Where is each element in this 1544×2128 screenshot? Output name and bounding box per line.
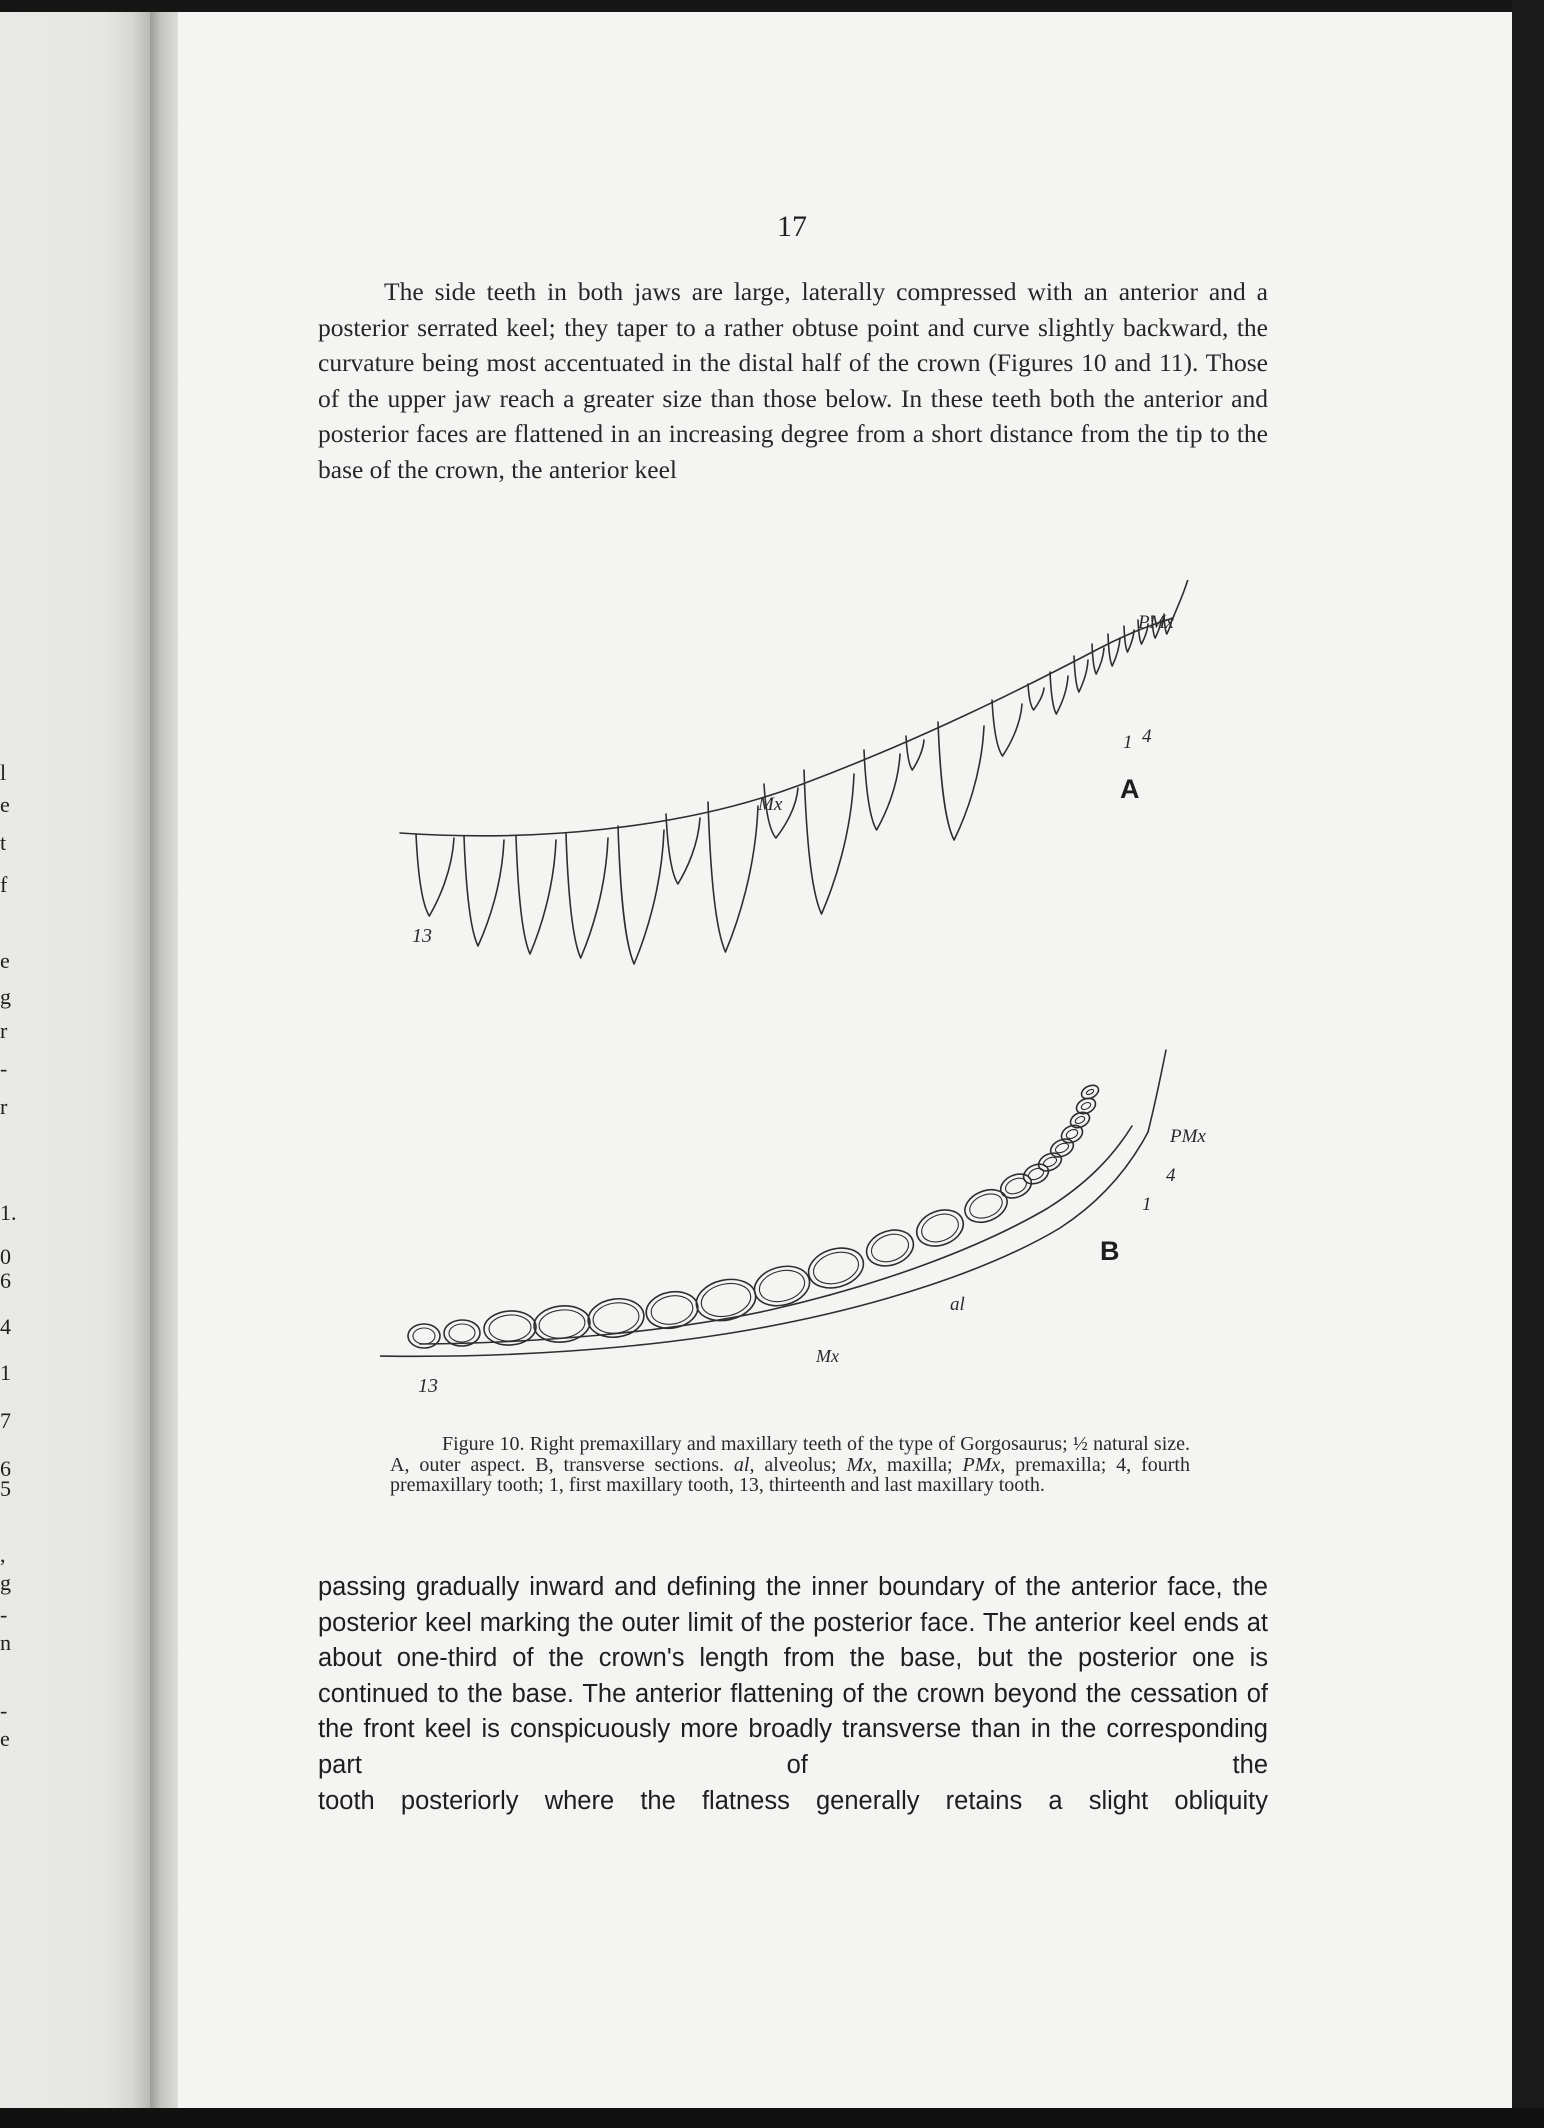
paragraph-2-text: passing gradually inward and defining the inner boundary of the anterior face, the posterior keel marking the outer limit of the posterior face. The anterior keel ends at about one-third of the crown's length from the base, but the posterior one is continued to the base. The anterior flattening of the crown beyond the cessation of the front keel is conspicuously more broadly transverse than in the corresponding part of the xyxy=(318,1573,1268,1779)
left-page-fragment: 7 xyxy=(0,1408,11,1433)
tooth-section-inner xyxy=(918,1209,963,1247)
tooth-section-inner xyxy=(966,1189,1006,1222)
figure-10-drawing xyxy=(380,580,1240,1440)
tooth-outline xyxy=(1028,684,1044,710)
panel-b-letter: B xyxy=(1100,1236,1120,1266)
tooth-section xyxy=(1036,1150,1065,1175)
left-page-fragment: t xyxy=(0,830,7,855)
panel-b-snout-edge xyxy=(1148,1050,1166,1132)
left-page-fragment: r xyxy=(0,1018,8,1043)
panel-a-letter: A xyxy=(1120,774,1140,804)
panel-a-13-label: 13 xyxy=(412,925,432,947)
left-page-fragment: r xyxy=(0,1094,8,1119)
tooth-outline xyxy=(1050,672,1068,714)
caption-pmx-def: , premaxilla; 4, fourth premaxillary tooth; 1, first maxillary tooth, 13, thirteenth and last maxillary tooth. xyxy=(390,1453,1190,1496)
left-page-fragment: - xyxy=(0,1056,8,1081)
left-page-fragment: g xyxy=(0,1570,11,1595)
tooth-outline xyxy=(864,750,900,830)
caption-al-def: , alveolus; xyxy=(749,1453,847,1476)
paragraph-2-last-line: tooth posteriorly where the flatness generally retains a slight obliquity xyxy=(318,1786,1268,1815)
tooth-section-inner xyxy=(1080,1101,1092,1111)
tooth-section xyxy=(1079,1083,1100,1102)
tooth-section-inner xyxy=(810,1247,863,1289)
left-page-fragment: 1. xyxy=(0,1200,17,1225)
tooth-section-inner xyxy=(413,1328,435,1344)
left-page-fragment: 0 xyxy=(0,1244,11,1269)
left-page-fragment: 6 xyxy=(0,1456,11,1481)
panel-a-teeth xyxy=(416,614,1172,964)
page-number: 17 xyxy=(777,210,807,243)
panel-b-1-label: 1 xyxy=(1142,1194,1152,1215)
left-page-fragment: - xyxy=(0,1602,8,1627)
left-page-fragment: e xyxy=(0,1726,10,1751)
left-page-fragment: 4 xyxy=(0,1314,11,1339)
tooth-section xyxy=(862,1224,918,1272)
tooth-outline xyxy=(618,826,664,964)
left-page-fragment: e xyxy=(0,948,10,973)
panel-b-sections xyxy=(408,1083,1101,1348)
caption-fraction: ½ xyxy=(1072,1433,1088,1455)
tooth-section-inner xyxy=(1042,1155,1058,1168)
left-page-fragment: , xyxy=(0,1542,6,1567)
tooth-section xyxy=(960,1184,1012,1229)
paragraph-1 xyxy=(318,274,1268,488)
panel-a-jaw-line xyxy=(400,618,1173,836)
panel-b-4-label: 4 xyxy=(1166,1165,1176,1186)
tooth-section xyxy=(912,1204,969,1253)
caption-mx-abbr: Mx xyxy=(846,1453,873,1476)
scan-right-border xyxy=(1512,0,1544,2128)
tooth-outline xyxy=(666,814,700,884)
tooth-outline xyxy=(992,700,1022,756)
left-page-edge xyxy=(0,12,150,2108)
tooth-outline xyxy=(1074,656,1088,692)
scan-bottom-border xyxy=(0,2108,1544,2128)
tooth-section-inner xyxy=(449,1324,476,1343)
tooth-section-inner xyxy=(538,1308,587,1340)
left-page-fragment: e xyxy=(0,792,10,817)
tooth-outline xyxy=(416,834,454,916)
left-page-fragment: - xyxy=(0,1698,8,1723)
tooth-section-inner xyxy=(1027,1166,1046,1182)
left-page-fragment: g xyxy=(0,984,11,1009)
panel-a-1-label: 1 xyxy=(1123,732,1133,753)
tooth-section-inner xyxy=(1086,1088,1095,1095)
tooth-outline xyxy=(1124,626,1134,652)
panel-b-mx-label: Mx xyxy=(816,1346,839,1366)
tooth-outline xyxy=(804,770,854,914)
left-page-fragment: l xyxy=(0,760,7,785)
panel-b-jaw xyxy=(380,1050,1166,1356)
panel-b-pmx-label: PMx xyxy=(1170,1126,1206,1147)
tooth-section-inner xyxy=(488,1314,532,1343)
tooth-outline xyxy=(708,802,758,952)
panel-a-mx-label: Mx xyxy=(758,794,783,815)
caption-prefix: Figure 10. xyxy=(442,1433,525,1455)
panel-a-jaw xyxy=(400,580,1190,836)
left-page-fragment: n xyxy=(0,1630,11,1655)
tooth-section-inner xyxy=(591,1300,641,1336)
paragraph-1-text: The side teeth in both jaws are large, laterally compressed with an anterior and a posterior serrated keel; they taper to a rather obtuse point and curve slightly backward, the curvature being most accentuated in the distal half of the crown (Figures 10 and 11). Those of the upper jaw reach a greater size than those below. In these teeth both the anterior and posterior faces are flattened in an increasing degree from a short distance from the tip to the base of the crown, the anterior keel xyxy=(318,277,1268,484)
tooth-section-inner xyxy=(1065,1128,1079,1140)
book-gutter xyxy=(150,12,178,2108)
caption-pmx-abbr: PMx xyxy=(962,1453,1001,1476)
left-page-fragment: 1 xyxy=(0,1360,11,1385)
left-page-fragment: f xyxy=(0,872,8,897)
panel-a-4-label: 4 xyxy=(1142,726,1152,747)
tooth-outline xyxy=(516,836,556,954)
scan-top-border xyxy=(0,0,1544,12)
figure-caption xyxy=(390,1434,1190,1496)
tooth-section-inner xyxy=(1054,1141,1070,1154)
caption-text-1: Right premaxillary and maxillary teeth of the type of Gorgosaurus; xyxy=(524,1433,1073,1455)
figure-10 xyxy=(380,580,1240,1440)
paragraph-2 xyxy=(318,1570,1268,1819)
left-page-fragment: 5 xyxy=(0,1476,11,1501)
tooth-section-inner xyxy=(868,1230,912,1267)
tooth-outline xyxy=(938,722,984,840)
tooth-outline xyxy=(566,834,608,958)
caption-mx-def: , maxilla; xyxy=(872,1453,963,1476)
left-page-fragment: 6 xyxy=(0,1268,11,1293)
panel-b-al-label: al xyxy=(950,1294,965,1315)
panel-a-snout-edge xyxy=(1173,580,1190,618)
tooth-section xyxy=(997,1169,1035,1202)
caption-al-abbr: al xyxy=(733,1453,750,1476)
tooth-section-inner xyxy=(1074,1115,1086,1125)
tooth-outline xyxy=(464,836,504,946)
panel-a-pmx-label: PMx xyxy=(1138,612,1174,633)
tooth-section-inner xyxy=(756,1266,808,1307)
panel-b-alveolar-line xyxy=(420,1126,1132,1344)
panel-b-13-label: 13 xyxy=(418,1375,438,1397)
caption-text-2: natural size. A, outer aspect. B, transverse sections. xyxy=(390,1433,1191,1476)
